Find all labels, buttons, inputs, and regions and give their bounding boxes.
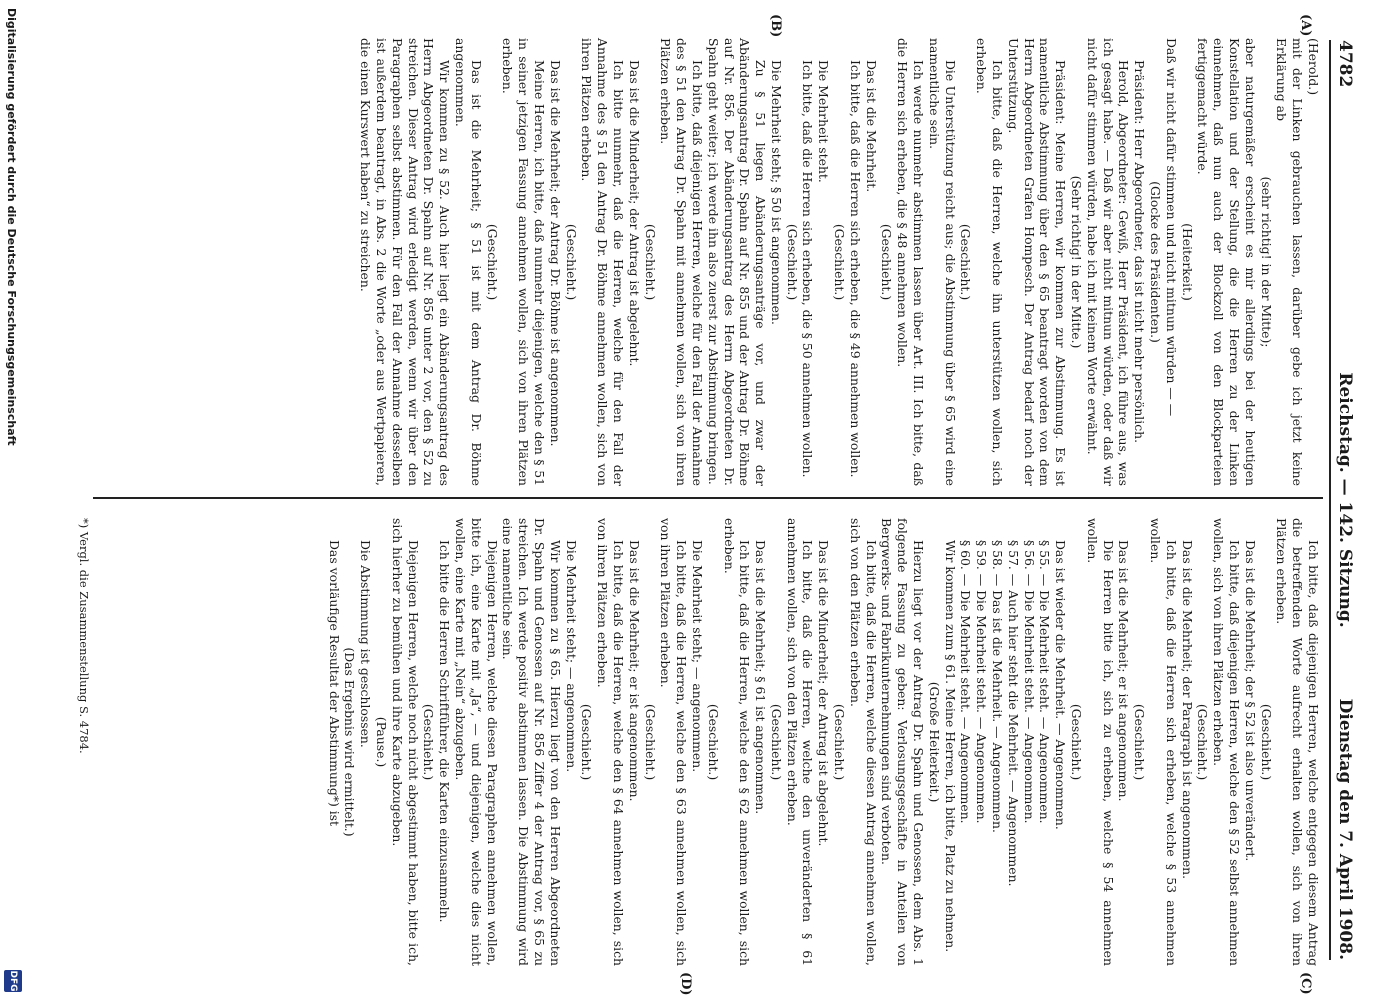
stage-direction: (Geschieht.): [784, 223, 800, 301]
paragraph: § 56. — Die Mehrheit steht. — Angenommen.: [1021, 540, 1037, 824]
paragraph: § 57. — Auch hier steht die Mehrheit. — Angenommen.: [1005, 540, 1021, 887]
stage-direction: (Heiterkeit.): [1179, 223, 1195, 301]
paragraph: Ich bitte, daß die Herren, welche den unveränderten § 61 annehmen wollen, sich von den Plätzen erheben.: [784, 518, 816, 966]
paragraph: Diejenigen Herren, welche diesen Paragraphen annehmen wollen, bitte ich, eine Karte mit „Ja“, — und diejenigen, welche dies nicht wollen, eine Karte mit „Nein“ abzugeben.: [452, 518, 500, 966]
margin-mark-d: (D): [678, 972, 693, 996]
paragraph: Ich bitte, daß die Herren, welche den § 64 annehmen wollen, sich von ihren Plätzen erheben.: [595, 518, 626, 966]
paragraph: Die Abstimmung ist geschlossen.: [358, 540, 374, 748]
paragraph: Ich bitte, daß diejenigen Herren, welche den § 52 selbst annehmen wollen, sich von ihren Plätzen erheben.: [1211, 518, 1243, 966]
paragraph: Die Mehrheit steht; § 50 ist angenommen.: [768, 60, 784, 325]
paragraph: Ich bitte, daß die Herren sich erheben, die § 49 annehmen wollen.: [847, 60, 863, 478]
paragraph: Ich bitte, daß diejenigen Herren, welche für den Fall der Annahme des § 51 den Antrag Dr. Spahn mit annehmen wollen, sich von ihren Plätzen erheben.: [658, 38, 705, 486]
left-text-column: [357, 38, 1321, 486]
paragraph: Das ist die Mehrheit.: [863, 60, 879, 193]
session-date: Dienstag den 7. April 1908.: [1335, 698, 1355, 960]
stage-direction: (Geschieht.): [832, 703, 848, 781]
column-divider: [93, 497, 1323, 499]
stage-direction: (Große Heiterkeit.): [926, 681, 942, 803]
session-title: Reichstag. — 142. Sitzung.: [1335, 372, 1355, 628]
stage-direction: (Geschieht.): [642, 223, 658, 301]
stage-direction: (Geschieht.): [832, 223, 848, 301]
paragraph: Das ist die Mehrheit; der § 52 ist also unverändert.: [1242, 540, 1258, 862]
paragraph: Ich werde nunmehr abstimmen lassen über Art. III. Ich bitte, daß die Herren sich erheben, die § 48 annehmen wollen.: [895, 38, 927, 486]
footnote: *) Vergl. die Zusammenstellung S. 4784.: [77, 518, 91, 754]
stage-direction: (Geschieht.): [1132, 703, 1148, 781]
paragraph: Ich bitte, daß die Herren, welche den § 63 annehmen wollen, sich von ihren Plätzen erheben.: [658, 518, 690, 966]
paragraph: Die Unterstützung reicht aus; die Abstimmung über § 65 wird eine namentliche sein.: [926, 38, 958, 486]
stage-direction: (Geschieht.): [579, 703, 595, 781]
paragraph: Das ist die Minderheit; der Antrag ist abgelehnt.: [816, 540, 832, 847]
stage-direction: (Geschieht.): [958, 223, 974, 301]
paragraph: Zu § 51 liegen Abänderungsanträge vor, und zwar der Abänderungsantrag Dr. Spahn auf Nr. 855 und der Antrag Dr. Böhme auf Nr. 856. Der Abänderungsantrag des Herrn Abgeordneten Dr. Spahn geht weiter; ich werde ihn also zuerst zur Abstimmung bringen.: [705, 38, 769, 486]
paragraph: Die Mehrheit steht; — angenommen.: [689, 540, 705, 773]
margin-mark-b: (B): [768, 14, 783, 38]
paragraph: Das ist die Mehrheit; er ist angenommen.: [626, 540, 642, 802]
paragraph: (Herold.): [1306, 38, 1321, 96]
digitization-footer: [1, 0, 23, 1000]
paragraph: Das ist die Mehrheit; der Antrag Dr. Böhme ist angenommen.: [547, 60, 563, 447]
paragraph: § 58. — Das ist die Mehrheit. — Angenommen.: [990, 540, 1006, 833]
stage-direction: (Glocke des Präsidenten.): [1148, 181, 1164, 343]
paragraph: Die Mehrheit steht; — angenommen.: [563, 540, 579, 773]
paragraph: Ich bitte, daß die Herren, welche diesen Antrag annehmen wollen, sich von den Plätzen erheben.: [847, 518, 879, 966]
paragraph: Diejenigen Herren, welche noch nicht abgestimmt haben, bitte ich, sich hierher zu bemühen und ihre Karte abzugeben.: [389, 518, 421, 966]
paragraph: Ich bitte, daß die Herren sich erheben, die § 50 annehmen wollen.: [800, 60, 816, 478]
paragraph: Wir kommen zum § 61. Meine Herren, ich bitte, Platz zu nehmen.: [942, 540, 958, 953]
stage-direction: (Geschieht.): [642, 703, 658, 781]
paragraph: Ich bitte, daß die Herren, welche ihn unterstützen wollen, sich erheben.: [974, 38, 1006, 486]
stage-direction: (Geschieht.): [421, 703, 437, 781]
stage-direction: (Geschieht.): [1195, 703, 1211, 781]
margin-mark-a: (A): [1298, 14, 1313, 37]
paragraph: Das ist die Mehrheit; er ist angenommen.: [1116, 540, 1132, 802]
paragraph: Ich bitte nunmehr, daß die Herren, welche für den Fall der Annahme des § 51 den Antrag Dr. Böhme annehmen wollen, sich von ihren Plätzen erheben.: [579, 38, 626, 486]
paragraph: Das ist die Mehrheit; § 61 ist angenommen.: [753, 540, 769, 815]
stage-direction: (Das Ergebnis wird ermittelt.): [342, 647, 358, 837]
dfg-logo: DFG: [4, 970, 22, 992]
paragraph: Daß wir nicht dafür stimmen und nicht mitnun würden — —: [1163, 38, 1179, 417]
paragraph: Wir kommen zu § 52. Auch hier liegt ein Abänderungsantrag des Herrn Abgeordneten Dr. Spahn auf Nr. 856 unter 2 vor, den § 52 zu streichen. Dieser Antrag wird erledigt werden, wenn wir über den Paragraphen selbst abstimmen. Für den Fall der Annahme desselben ist außerdem beantragt, in Abs. 2 die Worte „oder aus Wertpapieren, die einen Kurswert haben“ zu streichen.: [358, 38, 453, 486]
paragraph: Das ist die Mehrheit; der Paragraph ist angenommen.: [1179, 540, 1195, 880]
stage-direction: (Geschieht.): [1258, 703, 1274, 781]
paragraph: aber naturgemäßer erscheint es mir allerdings bei der heutigen Konstellation und der Stellung, die die Herren zu der Linken einnehmen, daß nun auch der Blockzoll von den Blockparteien fertiggemacht würde.: [1195, 38, 1258, 486]
paragraph: Die Herren bitte ich, sich zu erheben, welche § 54 annehmen wollen.: [1084, 518, 1116, 966]
page-number: 4782: [1335, 40, 1355, 88]
paragraph: mit der Linken gebrauchen lassen, darüber gebe ich jetzt keine Erklärung ab: [1274, 38, 1306, 486]
paragraph: Das ist wieder die Mehrheit. — Angenommen.: [1053, 540, 1069, 830]
paragraph: Das vorläufige Resultat der Abstimmung*) ist: [326, 540, 342, 827]
paragraph: Ich bitte, daß die Herren, welche den § 62 annehmen wollen, sich erheben.: [721, 518, 753, 966]
stage-direction: (Geschieht.): [1069, 703, 1085, 781]
paragraph: Meine Herren, ich bitte, daß nunmehr diejenigen, welche den § 51 in seiner jetzigen Fassung annehmen wollen, sich von ihren Plätzen erheben.: [500, 38, 547, 486]
paragraph: Ich bitte, daß die Herren sich erheben, welche § 53 annehmen wollen.: [1148, 518, 1179, 966]
margin-mark-c: (C): [1298, 972, 1313, 995]
right-text-column: [326, 518, 1321, 966]
paragraph: § 60. — Die Mehrheit steht. — Angenommen.: [958, 540, 974, 824]
stage-direction: (Geschieht.): [563, 223, 579, 301]
stage-direction: (Geschieht.): [768, 703, 784, 781]
stage-direction: (Geschieht.): [484, 223, 500, 301]
paragraph: Die Mehrheit steht.: [816, 60, 832, 183]
paragraph: § 55. — Die Mehrheit steht. — Angenommen.: [1037, 540, 1053, 824]
stage-direction: (sehr richtig! in der Mitte);: [1258, 176, 1274, 348]
paragraph: Präsident: Meine Herren, wir kommen zur Abstimmung. Es ist namentliche Abstimmung über den § 65 beantragt worden von dem Herrn Abgeordneten Grafen Hompesch. Der Antrag bedarf noch der Unterstützung.: [1005, 38, 1069, 486]
paragraph: Das ist die Mehrheit; § 51 ist mit dem Antrag Dr. Böhme angenommen.: [452, 38, 484, 486]
paragraph: § 59. — Die Mehrheit steht. — Angenommen.: [974, 540, 990, 824]
paragraph: Ich bitte, daß diejenigen Herren, welche entgegen diesem Antrag die betreffenden Worte aufrecht erhalten wollen, sich von ihren Plätzen erheben.: [1274, 518, 1321, 966]
paragraph: Ich bitte die Herren Schriftführer, die Karten einzusammeln.: [437, 540, 453, 923]
stage-direction: (Geschieht.): [705, 703, 721, 781]
paragraph: Präsident: Herr Abgeordneter, das ist nicht mehr persönlich.: [1132, 60, 1148, 444]
paragraph: Wir kommen zu § 65. Hierzu liegt von den Herren Abgeordneten Dr. Spahn und Genossen auf Nr. 856 Ziffer 4 der Antrag vor, § 65 zu streichen. Ich werde positiv abstimmen lassen. Die Abstimmung wird eine namentliche sein.: [500, 518, 563, 966]
paragraph: Hierzu liegt vor der Antrag Dr. Spahn und Genossen, dem Abs. 1 folgende Fassung zu geben: Verlosungsgeschäfte in Anteilen von Bergwerks- und Fabrikunternehmungen sind verboten.: [879, 518, 927, 966]
stage-direction: (Geschieht.): [879, 223, 895, 301]
paragraph: Das ist die Minderheit; der Antrag ist abgelehnt.: [626, 60, 642, 367]
stage-direction: (Sehr richtig! in der Mitte.): [1069, 175, 1085, 349]
paragraph: Herold, Abgeordneter: Gewiß, Herr Präsident, ich führe aus, was ich gesagt habe. — Daß wir aber nicht mitnun würden, oder daß wir nicht dafür stimmen würden, habe ich mit keinem Worte erwähnt.: [1084, 38, 1132, 486]
page-header: [1329, 40, 1355, 960]
funding-credit: Digitalisierung gefördert durch die Deutsche Forschungsgemeinschaft: [5, 8, 18, 446]
stage-direction: (Pause.): [373, 716, 389, 768]
